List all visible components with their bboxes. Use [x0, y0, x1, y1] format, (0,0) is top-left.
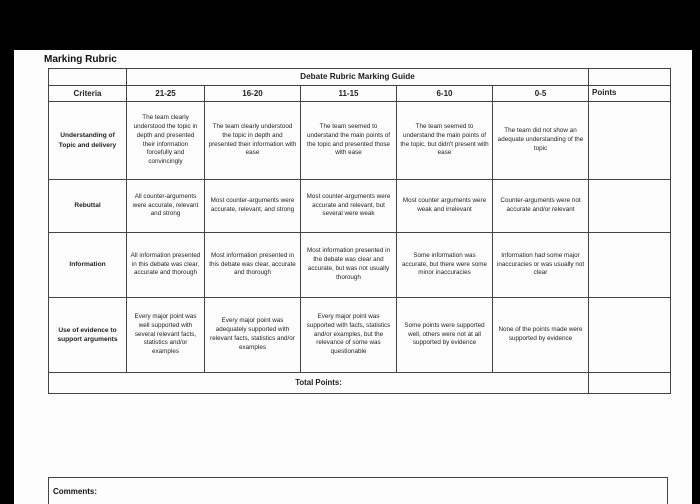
rubric-cell: The team clearly understood the topic in depth and presented their information with ease — [205, 102, 301, 180]
points-cell[interactable] — [589, 102, 671, 180]
rubric-cell: The team seemed to understand the main points of the topic and presented those with ease — [301, 102, 397, 180]
header-16-20: 16-20 — [205, 86, 301, 102]
total-row — [49, 373, 671, 394]
page-title: Marking Rubric — [44, 54, 117, 65]
rubric-cell: All counter-arguments were accurate, relevant and strong — [127, 180, 205, 233]
rubric-cell: Information had some major inaccuracies or was usually not clear — [493, 233, 589, 298]
rubric-cell: Most information presented in the debate was clear and accurate, but was not usually thorough — [301, 233, 397, 298]
rubric-cell: Most counter arguments were weak and irrelevant — [397, 180, 493, 233]
table-row — [49, 180, 671, 233]
comments-label: Comments: — [53, 487, 98, 496]
rubric-cell: All information presented in this debate was clear, accurate and thorough — [127, 233, 205, 298]
header-criteria: Criteria — [49, 86, 127, 102]
header-11-15: 11-15 — [301, 86, 397, 102]
rubric-cell: The team did not show an adequate understanding of the topic — [493, 102, 589, 180]
document-page — [14, 50, 692, 504]
rubric-cell: Every major point was supported with facts, statistics and/or examples, but the relevance of some was questionable — [301, 298, 397, 373]
header-0-5: 0-5 — [493, 86, 589, 102]
header-21-25: 21-25 — [127, 86, 205, 102]
total-points-label: Total Points: — [49, 373, 589, 394]
criteria-cell: Understanding of Topic and delivery — [49, 102, 127, 180]
rubric-cell: Most counter-arguments were accurate and relevant, but several were weak — [301, 180, 397, 233]
guide-title: Debate Rubric Marking Guide — [127, 69, 589, 86]
total-points-cell[interactable] — [589, 373, 671, 394]
comments-box[interactable] — [48, 477, 668, 504]
points-cell[interactable] — [589, 233, 671, 298]
rubric-cell: Most information presented in this debate was clear, accurate and thorough — [205, 233, 301, 298]
table-row — [49, 102, 671, 180]
blank-corner — [49, 69, 127, 86]
table-row — [49, 298, 671, 373]
blank-corner-right — [589, 69, 671, 86]
rubric-cell: Most counter-arguments were accurate, relevant, and strong — [205, 180, 301, 233]
points-cell[interactable] — [589, 180, 671, 233]
table-row — [49, 233, 671, 298]
rubric-table — [48, 68, 671, 394]
rubric-cell: Every major point was adequately supported with relevant facts, statistics and/or examples — [205, 298, 301, 373]
rubric-cell: Some points were supported well, others were not at all supported by evidence — [397, 298, 493, 373]
points-cell[interactable] — [589, 298, 671, 373]
criteria-cell: Information — [49, 233, 127, 298]
rubric-cell: Counter-arguments were not accurate and/or relevant — [493, 180, 589, 233]
criteria-cell: Use of evidence to support arguments — [49, 298, 127, 373]
rubric-cell: The team clearly understood the topic in depth and presented their information forcefully and convincingly — [127, 102, 205, 180]
header-6-10: 6-10 — [397, 86, 493, 102]
rubric-cell: None of the points made were supported by evidence — [493, 298, 589, 373]
header-points: Points — [589, 86, 671, 102]
rubric-cell: The team seemed to understand the main points of the topic, but didn't present with ease — [397, 102, 493, 180]
rubric-cell: Some information was accurate, but there were some minor inaccuracies — [397, 233, 493, 298]
criteria-cell: Rebuttal — [49, 180, 127, 233]
rubric-cell: Every major point was well supported with several relevant facts, statistics and/or examples — [127, 298, 205, 373]
